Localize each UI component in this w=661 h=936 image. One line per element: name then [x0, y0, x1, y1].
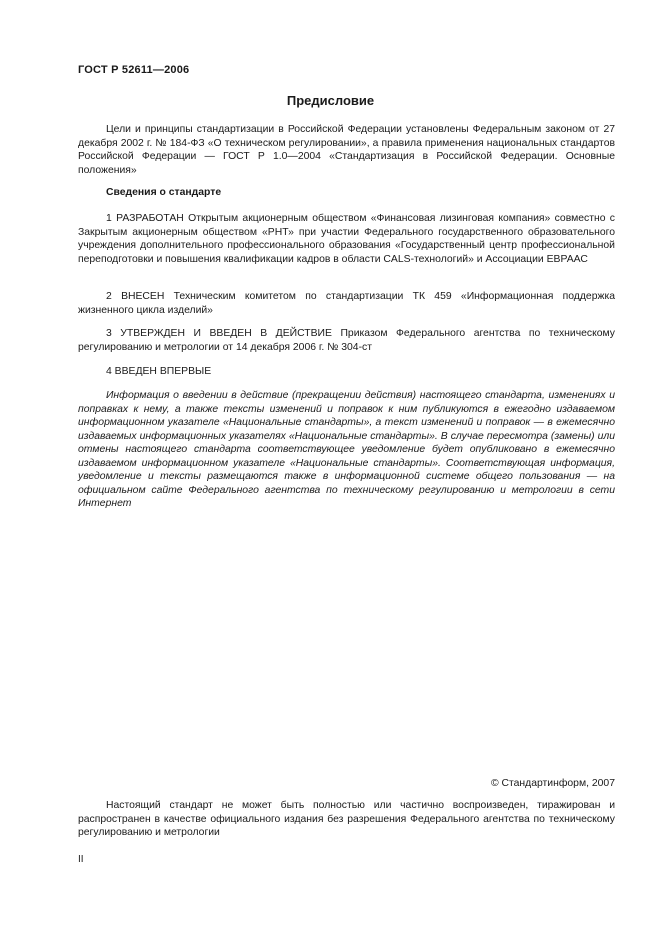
info-heading-block [78, 186, 615, 200]
info-heading: Сведения о стандарте [106, 187, 222, 198]
intro-paragraph [78, 123, 615, 177]
legal-notice: Настоящий стандарт не может быть полностью или частично воспроизведен, тиражирован и распространен в качестве официального издания без разрешения Федерального агентства по техническому регулированию и метрологии [78, 800, 615, 838]
notice-text: Информация о введении в действие (прекращении действия) настоящего стандарта, изменениях и поправках к нему, а также тексты изменений и поправок к ним публикуются в ежегодно издаваемом информационном указателе «Национальные стандарты», а текст изменений и поправок — в ежемесячно издаваемых информационных указателях «Национальные стандарты». В случае пересмотра (замены) или отмены настоящего стандарта соответствующее уведомление будет опубликовано в ежемесячно издаваемом информационном указателе «Национальные стандарты». Соответствующая информация, уведомление и тексты размещаются также в информационной системе общего пользования — на официальном сайте Федерального агентства по техническому регулированию и метрологии в сети Интернет [78, 390, 615, 509]
item-4-text: 4 ВВЕДЕН ВПЕРВЫЕ [106, 366, 212, 377]
item-2 [78, 290, 615, 317]
page-number: II [78, 854, 84, 865]
item-1-text: 1 РАЗРАБОТАН Открытым акционерным обществом «Финансовая лизинговая компания» совместно с Закрытым акционерным обществом «РНТ» при участии Федерального государственного образовательного учреждения дополнительного профессионального образования «Государственный центр профессиональной переподготовки и повышения квалификации кадров в области CALS-технологий» и Ассоциации ЕВРААС [78, 213, 615, 265]
item-3-text: 3 УТВЕРЖДЕН И ВВЕДЕН В ДЕЙСТВИЕ Приказом Федерального агентства по техническому регулированию и метрологии от 14 декабря 2006 г. № 304-ст [78, 328, 615, 353]
item-3 [78, 327, 615, 354]
copyright: © Стандартинформ, 2007 [490, 778, 615, 789]
section-title: Предисловие [286, 93, 375, 108]
standard-code: ГОСТ Р 52611—2006 [78, 64, 190, 76]
item-1 [78, 212, 615, 266]
intro-text: Цели и принципы стандартизации в Российской Федерации установлены Федеральным законом от 27 декабря 2002 г. № 184-ФЗ «О техническом регулировании», а правила применения национальных стандартов Российской Федерации — ГОСТ Р 1.0—2004 «Стандартизация в Российской Федерации. Основные положения» [78, 124, 615, 176]
notice-paragraph [78, 389, 615, 511]
item-2-text: 2 ВНЕСЕН Техническим комитетом по стандартизации ТК 459 «Информационная поддержка жизненного цикла изделий» [78, 291, 615, 316]
item-4 [78, 365, 615, 379]
